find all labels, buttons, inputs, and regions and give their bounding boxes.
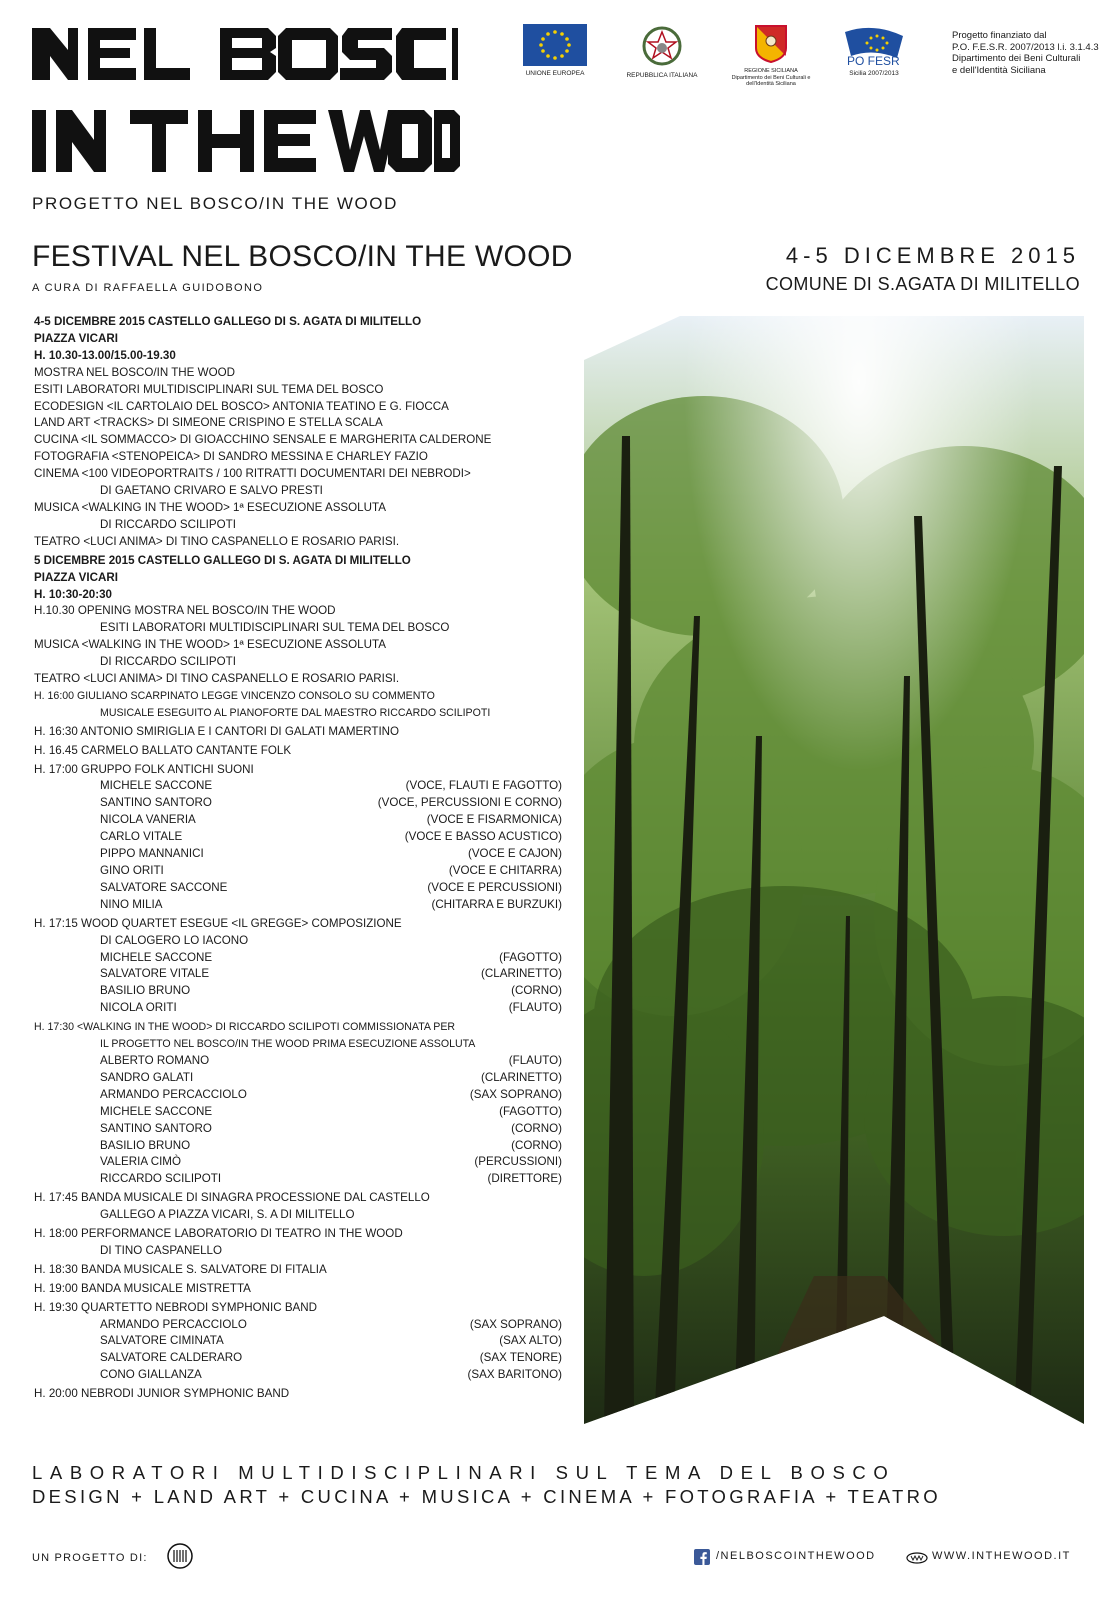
performer-row [34,897,564,914]
performer-role: (CLARINETTO) [481,967,562,981]
performer-name: PIPPO MANNANICI [100,847,204,861]
sponsor-eu [520,24,590,78]
program-line: PIAZZA VICARI [34,570,118,584]
performer-row [34,1087,564,1104]
program-line: LAND ART <TRACKS> DI SIMEONE CRISPINO E STELLA SCALA [34,416,383,430]
sponsor-label-italy: REPUBBLICA ITALIANA [626,72,698,79]
performer-name: NICOLA VANERIA [100,813,196,827]
program-line: TEATRO <LUCI ANIMA> DI TINO CASPANELLO E ROSARIO PARISI. [34,672,400,686]
performer-name: RICCARDO SCILIPOTI [100,1172,222,1186]
performer-role: (SAX SOPRANO) [469,1317,562,1331]
program-line: H. 17:30 <WALKING IN THE WOOD> DI RICCARDO SCILIPOTI COMMISSIONATA PER [34,1021,456,1034]
curator: A CURA DI RAFFAELLA GUIDOBONO [32,282,264,294]
performer-row [34,1154,564,1171]
program-line: DI TINO CASPANELLO [100,1243,222,1257]
performer-row [34,1317,564,1334]
performer-role: (VOCE E PERCUSSIONI) [427,880,562,894]
program-line: ESITI LABORATORI MULTIDISCIPLINARI SUL TEMA DEL BOSCO [100,621,450,635]
performer-row [34,1070,564,1087]
performer-name: CONO GIALLANZA [100,1368,202,1382]
performer-row [34,1171,564,1188]
performer-row [34,1000,564,1017]
performer-name: SALVATORE CALDERARO [100,1351,243,1365]
performer-name: NINO MILIA [100,897,163,911]
program-line: ECODESIGN <IL CARTOLAIO DEL BOSCO> ANTONIA TEATINO E G. FIOCCA [34,399,449,413]
performer-name: SALVATORE CIMINATA [100,1334,224,1348]
program-line: H. 17:45 BANDA MUSICALE DI SINAGRA PROCESSIONE DAL CASTELLO [34,1191,430,1205]
forest-photo [584,316,1084,1426]
performer-row [34,795,564,812]
festival-title: FESTIVAL NEL BOSCO/IN THE WOOD [32,240,573,273]
performer-row [34,829,564,846]
sponsor-label-eu: UNIONE EUROPEA [525,70,585,77]
performer-row [34,846,564,863]
performer-row [34,1367,564,1384]
performer-row [34,1138,564,1155]
performer-row [34,1104,564,1121]
forest-image [584,316,1084,1426]
performer-role: (CORNO) [511,1138,562,1152]
performer-role: (CLARINETTO) [481,1070,562,1084]
performer-row [34,1333,564,1350]
performer-name: BASILIO BRUNO [100,984,191,998]
sponsor-label-sicily: REGIONE SICILIANA Dipartimento dei Beni Culturali e dell'Identità Siciliana [731,68,811,87]
performer-role: (FLAUTO) [508,1001,562,1015]
sponsor-sicily [728,24,814,88]
performer-role: (VOCE E CAJON) [467,847,562,861]
performer-name: VALERIA CIMÒ [100,1155,181,1169]
performer-role: (FLAUTO) [508,1053,562,1067]
performer-row [34,966,564,983]
performer-name: SANTINO SANTORO [100,1121,212,1135]
program-line: H. 18:00 PERFORMANCE LABORATORIO DI TEATRO IN THE WOOD [34,1227,403,1241]
performer-row [34,1053,564,1070]
program-line: ESITI LABORATORI MULTIDISCIPLINARI SUL TEMA DEL BOSCO [34,382,384,396]
performer-name: ALBERTO ROMANO [100,1053,210,1067]
program-line: DI GAETANO CRIVARO E SALVO PRESTI [100,484,323,498]
performer-role: (VOCE E BASSO ACUSTICO) [404,830,562,844]
performer-row [34,778,564,795]
performer-row [34,812,564,829]
program-line: H. 10:30-20:30 [34,587,112,601]
sponsor-po-fesr [836,24,912,78]
project-title: PROGETTO NEL BOSCO/IN THE WOOD [32,194,399,213]
sicily-region-icon [754,24,788,64]
performer-role: (FAGOTTO) [499,1104,562,1118]
footer-workshops-line: LABORATORI MULTIDISCIPLINARI SUL TEMA DEL BOSCO [32,1462,896,1483]
program-line: MUSICA <WALKING IN THE WOOD> 1ª ESECUZIONE ASSOLUTA [34,500,386,514]
performer-name: CARLO VITALE [100,830,183,844]
performer-name: SANTINO SANTORO [100,796,212,810]
web-icon [906,1551,928,1563]
program-line: TEATRO <LUCI ANIMA> DI TINO CASPANELLO E ROSARIO PARISI. [34,534,400,548]
performer-role: (CHITARRA E BURZUKI) [431,897,562,911]
program-line: H.10.30 OPENING MOSTRA NEL BOSCO/IN THE WOOD [34,604,336,618]
program-line: IL PROGETTO NEL BOSCO/IN THE WOOD PRIMA ESECUZIONE ASSOLUTA [100,1038,476,1051]
facebook-link[interactable]: /NELBOSCOINTHEWOOD [716,1550,876,1562]
sponsor-label-po-fesr: Sicilia 2007/2013 [849,70,899,77]
performer-role: (CORNO) [511,1121,562,1135]
performer-name: SALVATORE VITALE [100,967,210,981]
performer-row [34,950,564,967]
po-fesr-icon [839,24,909,66]
performer-role: (SAX TENORE) [479,1351,562,1365]
program-line: H. 18:30 BANDA MUSICALE S. SALVATORE DI FITALIA [34,1262,327,1276]
promoter-logo-icon [166,1542,194,1570]
website-link[interactable]: WWW.INTHEWOOD.IT [932,1550,1071,1562]
performer-role: (CORNO) [511,984,562,998]
performer-role: (VOCE, FLAUTI E FAGOTTO) [405,779,562,793]
performer-role: (DIRETTORE) [487,1172,562,1186]
program-line: H. 19:30 QUARTETTO NEBRODI SYMPHONIC BAND [34,1300,318,1314]
program-line: H. 19:00 BANDA MUSICALE MISTRETTA [34,1281,251,1295]
logo-graphic [30,24,460,184]
performer-name: MICHELE SACCONE [100,950,213,964]
performer-role: (PERCUSSIONI) [474,1155,562,1169]
performer-row [34,1121,564,1138]
performer-row [34,983,564,1000]
footer-disciplines-line: DESIGN + LAND ART + CUCINA + MUSICA + CINEMA + FOTOGRAFIA + TEATRO [32,1486,942,1507]
performer-role: (VOCE, PERCUSSIONI E CORNO) [377,796,562,810]
program-line: 5 DICEMBRE 2015 CASTELLO GALLEGO DI S. AGATA DI MILITELLO [34,553,411,567]
performer-role: (FAGOTTO) [499,950,562,964]
program-line: 4-5 DICEMBRE 2015 CASTELLO GALLEGO DI S. AGATA DI MILITELLO [34,315,422,328]
sponsor-italy [622,24,702,80]
program-line: H. 17:00 GRUPPO FOLK ANTICHI SUONI [34,762,254,776]
performer-name: GINO ORITI [100,864,164,877]
program-line: H. 16:30 ANTONIO SMIRIGLIA E I CANTORI DI GALATI MAMERTINO [34,724,400,738]
festival-place: COMUNE DI S.AGATA DI MILITELLO [765,274,1080,294]
program-line: DI RICCARDO SCILIPOTI [100,655,236,669]
performer-name: SANDRO GALATI [100,1070,194,1084]
program-line: FOTOGRAFIA <STENOPEICA> DI SANDRO MESSINA E CHARLEY FAZIO [34,450,428,464]
program-line: MUSICALE ESEGUITO AL PIANOFORTE DAL MAESTRO RICCARDO SCILIPOTI [100,706,491,719]
performer-name: SALVATORE SACCONE [100,880,228,894]
eu-flag-icon [523,24,587,66]
performer-row [34,1350,564,1367]
performer-name: NICOLA ORITI [100,1001,177,1015]
facebook-icon[interactable] [694,1549,710,1565]
program-line: H. 17:15 WOOD QUARTET ESEGUE <IL GREGGE> COMPOSIZIONE [34,916,402,930]
performer-name: ARMANDO PERCACCIOLO [100,1087,247,1101]
performer-role: (SAX ALTO) [499,1334,562,1348]
promoter-label: UN PROGETTO DI: [32,1552,148,1564]
program-line: H. 10.30-13.00/15.00-19.30 [34,348,176,362]
program-line: GALLEGO A PIAZZA VICARI, S. A DI MILITELLO [100,1208,355,1222]
program-line: DI RICCARDO SCILIPOTI [100,517,236,531]
performer-role: (SAX SOPRANO) [469,1087,562,1101]
nel-bosco-logo [30,24,460,184]
po-fesr-logo-text: PO FESR [847,54,900,66]
performer-name: ARMANDO PERCACCIOLO [100,1317,247,1331]
performer-role: (VOCE E FISARMONICA) [426,813,562,827]
performer-role: (SAX BARITONO) [467,1368,562,1382]
performer-row [34,863,564,880]
program-line: H. 16.45 CARMELO BALLATO CANTANTE FOLK [34,743,292,757]
italian-emblem-icon [640,24,684,68]
program-line: MOSTRA NEL BOSCO/IN THE WOOD [34,365,235,379]
performer-name: MICHELE SACCONE [100,779,213,793]
program-line: PIAZZA VICARI [34,331,118,345]
program-line: CUCINA <IL SOMMACCO> DI GIOACCHINO SENSALE E MARGHERITA CALDERONE [34,433,492,447]
program-line: DI CALOGERO LO IACONO [100,933,249,947]
funding-text: Progetto finanziato dal P.O. F.E.S.R. 2007/2013 l.i. 3.1.4.3 Dipartimento dei Beni Culturali e dell'Identità Siciliana [952,30,1099,76]
performer-name: MICHELE SACCONE [100,1104,213,1118]
performer-row [34,880,564,897]
performer-role: (VOCE E CHITARRA) [448,864,562,877]
program-line: CINEMA <100 VIDEOPORTRAITS / 100 RITRATTI DOCUMENTARI DEI NEBRODI> [34,467,471,481]
performer-name: BASILIO BRUNO [100,1138,191,1152]
festival-dates: 4-5 DICEMBRE 2015 [785,243,1080,268]
program-line: H. 20:00 NEBRODI JUNIOR SYMPHONIC BAND [34,1387,290,1401]
program-list [34,314,564,1403]
program-line: MUSICA <WALKING IN THE WOOD> 1ª ESECUZIONE ASSOLUTA [34,638,386,652]
program-line: H. 16:00 GIULIANO SCARPINATO LEGGE VINCENZO CONSOLO SU COMMENTO [34,689,435,702]
